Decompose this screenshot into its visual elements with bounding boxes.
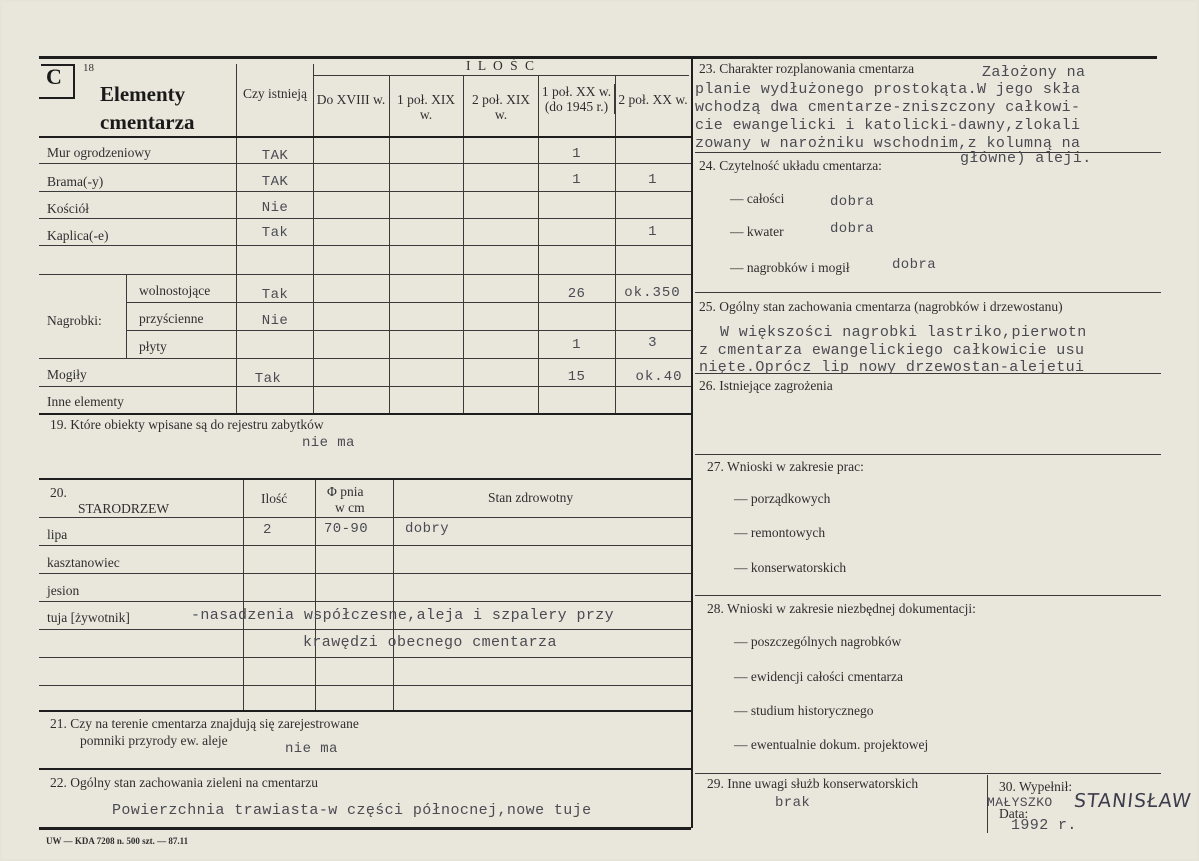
row-wolno-1xx: 26	[567, 286, 586, 302]
row-line	[39, 191, 691, 192]
col-header-2xix: 2 poł. XIX w.	[471, 92, 531, 122]
col-header-1xix: 1 poł. XIX w.	[396, 92, 456, 122]
s20-v3	[393, 480, 394, 710]
s20-col-health: Stan zdrowotny	[488, 490, 574, 505]
row-line	[126, 330, 691, 331]
s23-line-3: wchodzą dwa cmentarze-zniszczony całkowi-	[695, 99, 1081, 116]
col-header-2xx: 2 poł. XX w.	[618, 92, 688, 107]
elements-title-1: Elementy	[100, 82, 186, 106]
s27-label: 27. Wnioski w zakresie prac:	[707, 459, 864, 474]
s30-label: 30. Wypełnił:	[999, 779, 1073, 794]
row-plyty-2xx: 3	[648, 335, 657, 351]
row-label-nagrobki: Nagrobki:	[47, 313, 102, 328]
row-mogily-2xx: ok.40	[635, 369, 683, 385]
s23-label: 23. Charakter rozplanowania cmentarza	[699, 61, 915, 76]
section-number: 18	[83, 62, 94, 74]
center-divider	[691, 56, 693, 828]
row-line	[39, 629, 691, 630]
s24-kwater: — kwater	[730, 224, 784, 239]
s29-label: 29. Inne uwagi służb konserwatorskich	[707, 776, 919, 791]
s24-nagrobkow: — nagrobków i mogił	[730, 260, 850, 275]
row-mogily-exists: Tak	[254, 371, 282, 387]
row-kaplica-2xx: 1	[648, 224, 657, 240]
row-label-mur: Mur ogrodzeniowy	[47, 145, 151, 160]
s24-kwater-value: dobra	[830, 221, 875, 237]
signature: STANISŁAW	[1072, 790, 1193, 812]
col-header-1xx: 1 poł. XX w. (do 1945 r.)	[539, 84, 615, 114]
row-kaplica-exists: Tak	[261, 225, 289, 241]
s20-col-diam-2: w cm	[335, 500, 365, 515]
s19-bottom-rule	[39, 478, 691, 480]
s23-line-1: Założony na	[982, 64, 1086, 81]
s30-date-label: Data:	[999, 806, 1029, 821]
s28-item-3: — studium historycznego	[734, 703, 874, 718]
s27-item-2: — remontowych	[734, 525, 826, 540]
s20-row-lipa: lipa	[47, 527, 68, 542]
row-line	[126, 302, 691, 303]
nagrobki-divider	[126, 274, 127, 358]
row-line	[39, 245, 691, 246]
row-label-mogily: Mogiły	[47, 367, 87, 382]
row-label-inne: Inne elementy	[47, 394, 124, 409]
row-line	[39, 545, 691, 546]
row-mogily-1xx: 15	[567, 369, 586, 385]
print-footer: UW — KDA 7208 n. 500 szt. — 87.11	[46, 836, 189, 846]
s20-v1	[243, 480, 244, 710]
s28-item-1: — poszczególnych nagrobków	[734, 634, 902, 649]
s20-title: STARODRZEW	[78, 501, 170, 516]
row-label-kaplica: Kaplica(-e)	[47, 228, 109, 243]
s26-label: 26. Istniejące zagrożenia	[699, 378, 833, 393]
s30-date: 1992 r.	[1011, 817, 1077, 834]
row-line	[39, 358, 691, 359]
row-line	[39, 601, 691, 602]
s20-col-count: Ilość	[261, 491, 288, 506]
s20-row-lipa-health: dobry	[405, 521, 450, 537]
col-header-xviii: Do XVIII w.	[316, 92, 386, 107]
section-letter-underline	[39, 97, 75, 99]
s24-calosci-value: dobra	[830, 194, 875, 210]
s28-item-2: — ewidencji całości cmentarza	[734, 669, 904, 684]
s22-label: 22. Ogólny stan zachowania zieleni na cmentarzu	[50, 775, 319, 790]
s25-line-3: nięte.Oprócz lip nowy drzewostan-alejetui	[699, 359, 1085, 376]
row-label-brama: Brama(-y)	[47, 174, 104, 189]
s20-note-2: krawędzi obecnego cmentarza	[303, 634, 557, 651]
s20-note-1: -nasadzenia współczesne,aleja i szpalery przy	[191, 607, 615, 624]
s21-bottom-rule	[39, 768, 691, 770]
s29-value: brak	[775, 795, 811, 811]
s20-col-diam-1: Φ pnia	[327, 484, 364, 499]
s21-label-1: 21. Czy na terenie cmentarza znajdują się zarejestrowane	[50, 716, 359, 731]
col-header-exists: Czy istnieją	[242, 86, 308, 101]
s30-name: MAŁYSZKO	[987, 795, 1053, 810]
row-brama-1xx: 1	[572, 172, 581, 188]
elements-title-2: cmentarza	[100, 110, 195, 134]
s22-bottom-rule	[39, 827, 691, 830]
s28-label: 28. Wnioski w zakresie niezbędnej dokumentacji:	[707, 601, 976, 616]
s20-row-lipa-diam: 70-90	[324, 521, 369, 537]
header-bottom-rule	[39, 136, 691, 138]
row-line	[39, 517, 691, 518]
s28-bottom-rule	[695, 773, 1161, 774]
row-line	[39, 218, 691, 219]
s27-item-3: — konserwatorskich	[734, 560, 847, 575]
s25-line-1: W większości nagrobki lastriko,pierwotn	[720, 324, 1087, 341]
s28-item-4: — ewentualnie dokum. projektowej	[734, 737, 929, 752]
section-letter: C	[46, 64, 62, 89]
s24-bottom-rule	[695, 292, 1161, 293]
s20-row-tuja: tuja [żywotnik]	[47, 610, 130, 625]
row-line	[39, 573, 691, 574]
elements-bottom-rule	[39, 413, 691, 415]
row-brama-exists: TAK	[261, 174, 289, 190]
row-mur-exists: TAK	[261, 148, 289, 164]
grid-v-label	[236, 64, 237, 414]
s27-item-1: — porządkowych	[734, 491, 831, 506]
s20-number: 20.	[50, 485, 67, 500]
s20-row-kasztanowiec: kasztanowiec	[47, 555, 120, 570]
s22-value: Powierzchnia trawiasta-w części północnej,nowe tuje	[112, 802, 592, 819]
s19-label: 19. Które obiekty wpisane są do rejestru zabytków	[50, 417, 324, 432]
row-plyty-1xx: 1	[572, 337, 581, 353]
row-wolno-2xx: ok.350	[624, 285, 681, 301]
s25-line-2: z cmentarza ewangelickiego całkowicie usu	[699, 342, 1085, 359]
s25-label: 25. Ogólny stan zachowania cmentarza (nagrobków i drzewostanu)	[699, 299, 1063, 314]
row-line	[39, 657, 691, 658]
s23-line-6: główne) aleji.	[960, 150, 1092, 167]
s20-row-jesion: jesion	[47, 583, 80, 598]
s20-row-lipa-count: 2	[263, 522, 272, 538]
row-przys-exists: Nie	[261, 313, 289, 329]
row-line	[39, 163, 691, 164]
row-label-wolno: wolnostojące	[139, 283, 211, 298]
s24-calosci: — całości	[730, 191, 785, 206]
s23-line-4: cie ewangelicki i katolicki-dawny,zlokali	[695, 117, 1081, 134]
row-label-kosciol: Kościół	[47, 201, 89, 216]
s20-bottom-rule	[39, 710, 691, 712]
s21-value: nie ma	[285, 741, 338, 757]
row-label-plyty: płyty	[139, 339, 167, 354]
grid-v-exist	[313, 64, 314, 414]
row-wolno-exists: Tak	[261, 287, 289, 303]
row-line	[39, 386, 691, 387]
row-kosciol-exists: Nie	[261, 200, 289, 216]
s21-label-2: pomniki przyrody ew. aleje	[80, 733, 228, 748]
s19-value: nie ma	[302, 435, 355, 451]
s23-line-5: zowany w narożniku wschodnim,z kolumną na	[695, 135, 1081, 152]
s23-line-2: planie wydłużonego prostokąta.W jego skła	[695, 81, 1081, 98]
ilosc-underline	[313, 75, 689, 76]
s24-label: 24. Czytelność układu cmentarza:	[699, 158, 882, 173]
row-brama-2xx: 1	[648, 172, 657, 188]
record-card	[2, 2, 1197, 859]
row-mur-1xx: 1	[572, 146, 581, 162]
s27-bottom-rule	[695, 595, 1161, 596]
s26-bottom-rule	[695, 454, 1161, 455]
row-line	[39, 274, 691, 275]
s20-v2	[315, 480, 316, 710]
row-label-przys: przyścienne	[139, 311, 204, 326]
col-header-ilosc: I L O Ś C	[465, 58, 536, 73]
row-line	[39, 685, 691, 686]
s24-nagrobkow-value: dobra	[892, 257, 937, 273]
